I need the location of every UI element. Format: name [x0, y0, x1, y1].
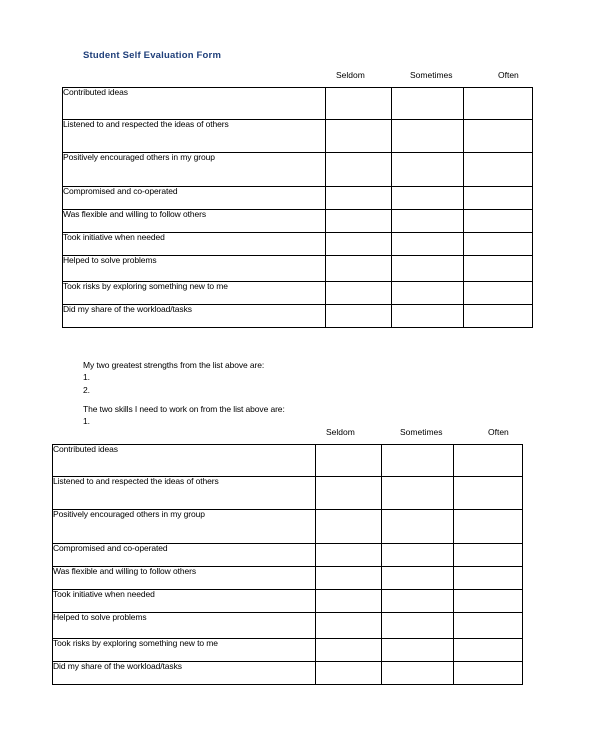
- table-row: [53, 590, 523, 613]
- reflection-section: [83, 359, 285, 428]
- table-row: [63, 282, 533, 305]
- checkbox-cell-sometimes[interactable]: [392, 282, 464, 305]
- table-row: [63, 305, 533, 328]
- checkbox-cell-often[interactable]: [464, 305, 533, 328]
- evaluation-table-bottom: [52, 427, 522, 685]
- checkbox-cell-often[interactable]: [464, 282, 533, 305]
- statement-cell: Compromised and co-operated: [63, 187, 326, 210]
- table-row: [63, 153, 533, 187]
- checkbox-cell-seldom[interactable]: [326, 187, 392, 210]
- checkbox-cell-sometimes[interactable]: [392, 210, 464, 233]
- statement-cell: Contributed ideas: [63, 88, 326, 120]
- checkbox-cell-often[interactable]: [464, 120, 533, 153]
- checkbox-cell-often[interactable]: [454, 567, 523, 590]
- table-row: [53, 613, 523, 639]
- statement-cell: Took initiative when needed: [63, 233, 326, 256]
- checkbox-cell-sometimes[interactable]: [382, 510, 454, 544]
- table-row: [53, 510, 523, 544]
- checkbox-cell-often[interactable]: [454, 510, 523, 544]
- checkbox-cell-often[interactable]: [464, 256, 533, 282]
- table-row: [53, 544, 523, 567]
- checkbox-cell-sometimes[interactable]: [382, 567, 454, 590]
- statement-cell: Did my share of the workload/tasks: [53, 662, 316, 685]
- table-row: [63, 210, 533, 233]
- checkbox-cell-sometimes[interactable]: [382, 613, 454, 639]
- column-header-sometimes: Sometimes: [400, 427, 443, 437]
- statement-cell: Took risks by exploring something new to me: [53, 639, 316, 662]
- checkbox-cell-seldom[interactable]: [326, 120, 392, 153]
- checkbox-cell-seldom[interactable]: [316, 590, 382, 613]
- table-row: [63, 187, 533, 210]
- skills-item-1[interactable]: 1.: [83, 416, 90, 427]
- column-header-often: Often: [488, 427, 509, 437]
- checkbox-cell-often[interactable]: [464, 187, 533, 210]
- column-header-seldom: Seldom: [336, 70, 365, 80]
- checkbox-cell-seldom[interactable]: [316, 544, 382, 567]
- table-row: [63, 120, 533, 153]
- column-headers-bottom: [52, 427, 522, 441]
- checkbox-cell-sometimes[interactable]: [392, 233, 464, 256]
- strengths-item-2[interactable]: 2.: [83, 384, 90, 395]
- table-row: [53, 639, 523, 662]
- spacer: [83, 396, 285, 403]
- table-row: [63, 233, 533, 256]
- statement-cell: Contributed ideas: [53, 445, 316, 477]
- evaluation-table-top: [62, 70, 532, 328]
- statement-cell: Was flexible and willing to follow others: [63, 210, 326, 233]
- checkbox-cell-seldom[interactable]: [326, 88, 392, 120]
- checkbox-cell-sometimes[interactable]: [392, 187, 464, 210]
- skills-prompt: The two skills I need to work on from the list above are:: [83, 403, 285, 414]
- statement-cell: Was flexible and willing to follow others: [53, 567, 316, 590]
- checkbox-cell-seldom[interactable]: [316, 445, 382, 477]
- checkbox-cell-seldom[interactable]: [326, 305, 392, 328]
- table-row: [63, 88, 533, 120]
- checkbox-cell-sometimes[interactable]: [382, 477, 454, 510]
- checkbox-cell-seldom[interactable]: [316, 477, 382, 510]
- statement-cell: Took initiative when needed: [53, 590, 316, 613]
- checkbox-cell-often[interactable]: [454, 590, 523, 613]
- table-row: [53, 662, 523, 685]
- table-row: [53, 445, 523, 477]
- checkbox-cell-sometimes[interactable]: [392, 120, 464, 153]
- statement-cell: Helped to solve problems: [63, 256, 326, 282]
- page-title: Student Self Evaluation Form: [83, 50, 222, 61]
- statement-cell: Helped to solve problems: [53, 613, 316, 639]
- statement-cell: Did my share of the workload/tasks: [63, 305, 326, 328]
- checkbox-cell-sometimes[interactable]: [392, 88, 464, 120]
- checkbox-cell-often[interactable]: [454, 477, 523, 510]
- checkbox-cell-sometimes[interactable]: [392, 153, 464, 187]
- checkbox-cell-sometimes[interactable]: [382, 590, 454, 613]
- checkbox-cell-seldom[interactable]: [316, 510, 382, 544]
- checkbox-cell-seldom[interactable]: [326, 233, 392, 256]
- checkbox-cell-sometimes[interactable]: [382, 662, 454, 685]
- statement-cell: Positively encouraged others in my group: [63, 153, 326, 187]
- column-headers-top: [62, 70, 532, 84]
- checkbox-cell-seldom[interactable]: [326, 282, 392, 305]
- statement-cell: Compromised and co-operated: [53, 544, 316, 567]
- checkbox-cell-seldom[interactable]: [316, 662, 382, 685]
- checkbox-cell-sometimes[interactable]: [392, 256, 464, 282]
- checkbox-cell-often[interactable]: [454, 662, 523, 685]
- checkbox-cell-often[interactable]: [464, 153, 533, 187]
- checkbox-cell-sometimes[interactable]: [382, 639, 454, 662]
- column-header-seldom: Seldom: [326, 427, 355, 437]
- column-header-sometimes: Sometimes: [410, 70, 453, 80]
- strengths-prompt: My two greatest strengths from the list above are:: [83, 360, 265, 370]
- checkbox-cell-often[interactable]: [454, 445, 523, 477]
- checkbox-cell-seldom[interactable]: [326, 210, 392, 233]
- table-row: [63, 256, 533, 282]
- checkbox-cell-often[interactable]: [454, 613, 523, 639]
- checkbox-cell-often[interactable]: [464, 210, 533, 233]
- column-header-often: Often: [498, 70, 519, 80]
- checkbox-cell-often[interactable]: [464, 233, 533, 256]
- checkbox-cell-seldom[interactable]: [316, 613, 382, 639]
- table-row: [53, 477, 523, 510]
- strengths-item-1[interactable]: 1.: [83, 372, 90, 383]
- statement-cell: Listened to and respected the ideas of others: [53, 477, 316, 510]
- checkbox-cell-sometimes[interactable]: [382, 544, 454, 567]
- checkbox-cell-seldom[interactable]: [326, 256, 392, 282]
- statement-cell: Positively encouraged others in my group: [53, 510, 316, 544]
- self-evaluation-table-bottom: [52, 444, 523, 685]
- checkbox-cell-seldom[interactable]: [326, 153, 392, 187]
- checkbox-cell-often[interactable]: [454, 544, 523, 567]
- checkbox-cell-seldom[interactable]: [316, 639, 382, 662]
- checkbox-cell-often[interactable]: [464, 88, 533, 120]
- checkbox-cell-sometimes[interactable]: [382, 445, 454, 477]
- checkbox-cell-often[interactable]: [454, 639, 523, 662]
- self-evaluation-table-top: [62, 87, 533, 328]
- checkbox-cell-sometimes[interactable]: [392, 305, 464, 328]
- statement-cell: Listened to and respected the ideas of others: [63, 120, 326, 153]
- checkbox-cell-seldom[interactable]: [316, 567, 382, 590]
- table-row: [53, 567, 523, 590]
- statement-cell: Took risks by exploring something new to me: [63, 282, 326, 305]
